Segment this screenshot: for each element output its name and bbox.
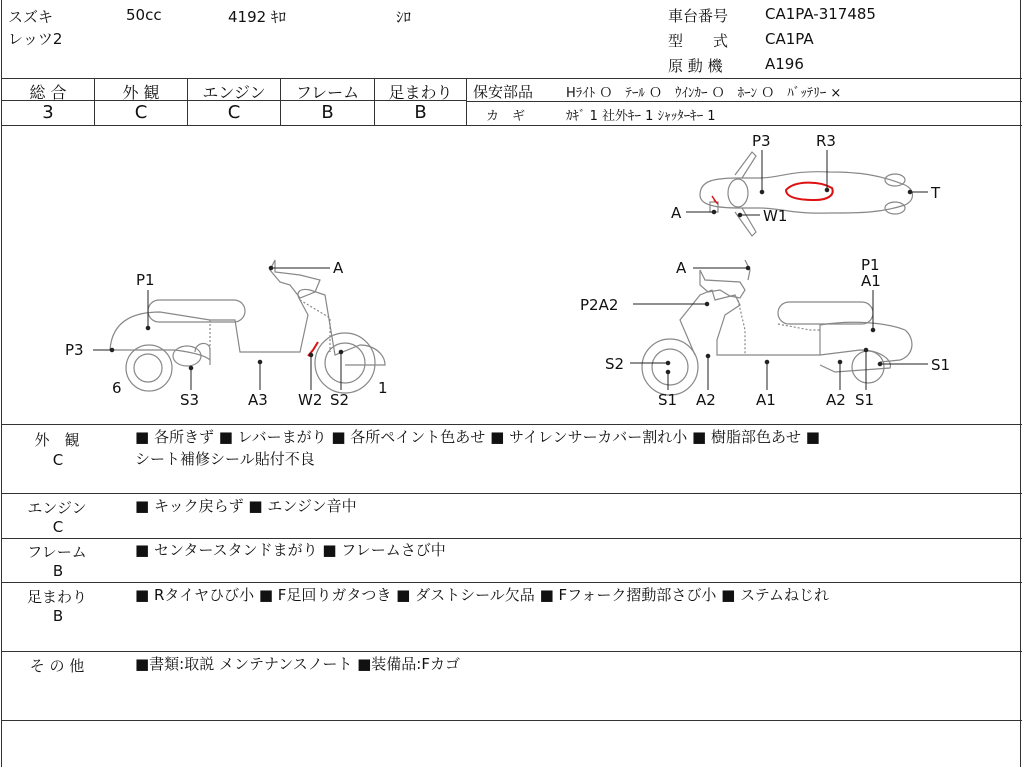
section-suspension-grade: B [52, 607, 64, 625]
section-exterior-grade: C [52, 451, 64, 469]
mileage: 4192 ｷﾛ [228, 8, 286, 26]
label-left-6: 6 [112, 379, 122, 397]
grade-header-frame: フレーム [295, 83, 360, 102]
chassis-value: CA1PA-317485 [765, 5, 876, 23]
label-top-R3: R3 [816, 132, 836, 150]
label-right-A: A [676, 259, 687, 277]
label-right-S2: S2 [605, 355, 625, 373]
divider [1, 78, 1022, 79]
label-left-S3: S3 [180, 391, 200, 409]
divider [1, 582, 1022, 583]
label-top-A: A [671, 204, 682, 222]
label-left-A3: A3 [248, 391, 268, 409]
label-right-S1b: S1 [855, 391, 875, 409]
engine-label: 原 動 機 [668, 57, 723, 75]
grade-header-engine: エンジン [202, 83, 266, 102]
label-right-A2b: A2 [826, 391, 846, 409]
color: ｼﾛ [396, 8, 412, 26]
grade-header-overall: 総 合 [29, 83, 67, 102]
label-left-S2: S2 [330, 391, 350, 409]
section-engine-grade: C [52, 518, 64, 536]
label-left-A: A [333, 259, 344, 277]
maker: スズキ [8, 8, 54, 26]
displacement: 50cc [126, 6, 162, 24]
section-engine-line1: ■ キック戻らず ■ エンジン音中 [135, 497, 357, 515]
label-right-S1: S1 [658, 391, 678, 409]
grade-exterior: C [134, 102, 148, 123]
section-suspension-title: 足まわり [26, 588, 87, 606]
type-label: 型 式 [668, 32, 729, 50]
divider [1, 424, 1022, 425]
section-frame-grade: B [52, 562, 64, 580]
section-other-title: そ の 他 [29, 657, 85, 675]
grade-overall: 3 [42, 102, 54, 123]
damage-diagram [0, 126, 1022, 424]
grade-header-exterior: 外 観 [122, 83, 160, 102]
label-right-A2: A2 [696, 391, 716, 409]
label-left-1: 1 [378, 379, 388, 397]
section-other-line1: ■書類:取説 メンテナンスノート ■装備品:Fカゴ [135, 655, 460, 673]
label-right-S1c: S1 [931, 356, 951, 374]
grade-frame: B [321, 102, 334, 123]
section-exterior-line2: シート補修シール貼付不良 [135, 450, 315, 468]
label-left-W2: W2 [298, 391, 323, 409]
grade-header-suspension: 足まわり [388, 83, 453, 102]
label-right-P2A2: P2A2 [580, 296, 619, 314]
label-top-T: T [931, 184, 941, 202]
section-frame-line1: ■ センタースタンドまがり ■ フレームさび中 [135, 541, 446, 559]
section-suspension-line1: ■ Rタイヤひび小 ■ F足回りガタつき ■ ダストシール欠品 ■ Fフォーク摺動部さび小 ■ ステムねじれ [135, 586, 830, 604]
key-value: ｶｷﾞ 1 社外ｷｰ 1 ｼｬｯﾀｰｷｰ 1 [566, 109, 716, 124]
label-right-A1: A1 [861, 272, 881, 290]
label-top-P3: P3 [752, 132, 771, 150]
key-label: カ ギ [486, 109, 526, 124]
section-exterior-line1: ■ 各所きず ■ レバーまがり ■ 各所ペイント色あせ ■ サイレンサーカバー割れ小 ■ 樹脂部色あせ ■ [135, 428, 820, 446]
divider [1, 493, 1022, 494]
section-frame-title: フレーム [27, 543, 87, 561]
label-left-P3: P3 [65, 341, 84, 359]
label-right-A1b: A1 [756, 391, 776, 409]
safety-items: Hﾗｲﾄ Ｏ ﾃｰﾙ Ｏ ｳｲﾝｶｰ Ｏ ﾎｰﾝ Ｏ ﾊﾞｯﾃﾘｰ × [566, 86, 842, 101]
grade-engine: C [227, 102, 241, 123]
divider [466, 101, 1022, 102]
chassis-label: 車台番号 [668, 7, 729, 25]
engine-value: A196 [765, 55, 804, 73]
label-right-P1: P1 [861, 256, 880, 274]
damage-mark-lever [712, 196, 718, 204]
safety-label: 保安部品 [473, 83, 534, 101]
scooter-top-view [700, 152, 913, 236]
label-top-W1: W1 [763, 207, 788, 225]
grade-suspension: B [414, 102, 427, 123]
divider [1, 651, 1022, 652]
label-left-P1: P1 [136, 271, 155, 289]
model-name: レッツ2 [8, 30, 63, 48]
divider [1, 720, 1022, 721]
section-engine-title: エンジン [27, 499, 87, 517]
section-exterior-title: 外 観 [34, 431, 80, 449]
type-value: CA1PA [765, 30, 814, 48]
